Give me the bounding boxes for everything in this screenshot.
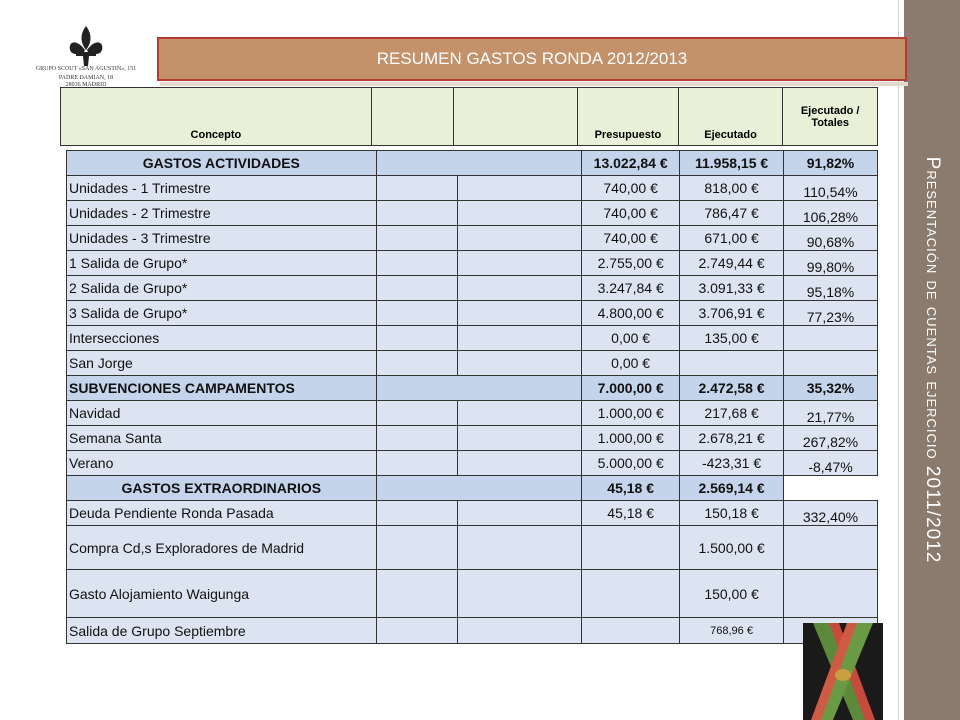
cell-pct: 110,54% <box>784 176 878 201</box>
cell-concepto: Gasto Alojamiento Waigunga <box>67 570 377 618</box>
logo-city: 28036 MADRID <box>65 82 107 88</box>
cell-blank <box>376 276 458 301</box>
cell-ejecutado: 150,18 € <box>680 501 784 526</box>
cell-presupuesto: 740,00 € <box>582 226 680 251</box>
cell-pct: 77,23% <box>784 301 878 326</box>
cell-blank <box>458 501 582 526</box>
title-banner <box>157 37 907 81</box>
table-row <box>67 401 878 426</box>
cell-concepto: Unidades - 2 Trimestre <box>67 201 377 226</box>
cell-ejecutado: 768,96 € <box>680 618 784 644</box>
cell-presupuesto <box>582 526 680 570</box>
logo-address: PADRE DAMIAN, 18 <box>58 75 114 81</box>
header-blank-1 <box>371 88 453 146</box>
cell-presupuesto: 740,00 € <box>582 201 680 226</box>
cell-presupuesto: 3.247,84 € <box>582 276 680 301</box>
header-ejecutado: Ejecutado <box>678 88 783 146</box>
cell-presupuesto <box>582 618 680 644</box>
table-row <box>67 526 878 570</box>
cell-blank <box>376 501 458 526</box>
cell-ejecutado: 818,00 € <box>680 176 784 201</box>
cell-presupuesto: 740,00 € <box>582 176 680 201</box>
cell-pct: 21,77% <box>784 401 878 426</box>
cell-presupuesto: 45,18 € <box>582 501 680 526</box>
cell-blank <box>458 618 582 644</box>
cell-pct <box>784 351 878 376</box>
cell-presupuesto: 5.000,00 € <box>582 451 680 476</box>
cell-pct <box>784 326 878 351</box>
section-presupuesto: 7.000,00 € <box>582 376 680 401</box>
side-title: Presentación de cuentas ejercicio 2011/2012 <box>922 156 943 564</box>
cell-concepto: Deuda Pendiente Ronda Pasada <box>67 501 377 526</box>
section-pct <box>784 476 878 501</box>
cell-concepto: San Jorge <box>67 351 377 376</box>
cell-ejecutado <box>680 351 784 376</box>
cell-pct: -8,47% <box>784 451 878 476</box>
cell-presupuesto: 0,00 € <box>582 351 680 376</box>
fleur-de-lis-icon <box>66 24 106 70</box>
table-row <box>67 276 878 301</box>
cell-blank <box>376 526 458 570</box>
cell-presupuesto <box>582 570 680 618</box>
section-label: GASTOS EXTRAORDINARIOS <box>67 476 377 501</box>
scout-scarf-image <box>803 623 883 720</box>
cell-concepto: Unidades - 3 Trimestre <box>67 226 377 251</box>
table-row <box>67 351 878 376</box>
section-label: SUBVENCIONES CAMPAMENTOS <box>67 376 377 401</box>
cell-ejecutado: 2.678,21 € <box>680 426 784 451</box>
cell-blank <box>458 351 582 376</box>
cell-blank <box>458 226 582 251</box>
section-ejecutado: 11.958,15 € <box>680 151 784 176</box>
cell-blank <box>376 326 458 351</box>
header-concepto: Concepto <box>61 88 372 146</box>
cell-ejecutado: 671,00 € <box>680 226 784 251</box>
expense-table <box>66 150 878 644</box>
cell-ejecutado: 3.706,91 € <box>680 301 784 326</box>
table-row <box>67 426 878 451</box>
cell-ejecutado: 786,47 € <box>680 201 784 226</box>
table-row <box>67 570 878 618</box>
header-ejecutado-totales: Ejecutado / Totales <box>783 88 878 146</box>
section-pct: 35,32% <box>784 376 878 401</box>
cell-blank <box>458 251 582 276</box>
cell-concepto: Compra Cd,s Exploradores de Madrid <box>67 526 377 570</box>
scarf-icon <box>803 623 883 720</box>
cell-ejecutado: 150,00 € <box>680 570 784 618</box>
section-label: GASTOS ACTIVIDADES <box>67 151 377 176</box>
banner-shadow <box>160 82 908 86</box>
cell-presupuesto: 4.800,00 € <box>582 301 680 326</box>
divider-line <box>898 0 899 720</box>
cell-blank <box>376 301 458 326</box>
header-presupuesto: Presupuesto <box>578 88 679 146</box>
logo-group-name: GRUPO SCOUT «SAN AGUSTIN», 151 <box>35 66 137 72</box>
section-row-extraordinarios <box>67 476 878 501</box>
cell-concepto: Unidades - 1 Trimestre <box>67 176 377 201</box>
cell-pct: 90,68% <box>784 226 878 251</box>
cell-pct: 99,80% <box>784 251 878 276</box>
cell-pct: 106,28% <box>784 201 878 226</box>
cell-pct: 95,18% <box>784 276 878 301</box>
cell-blank <box>458 326 582 351</box>
cell-blank <box>458 570 582 618</box>
cell-ejecutado: 2.749,44 € <box>680 251 784 276</box>
table-row <box>67 326 878 351</box>
cell-blank <box>376 618 458 644</box>
page-title: RESUMEN GASTOS RONDA 2012/2013 <box>376 49 688 68</box>
section-row-actividades <box>67 151 878 176</box>
table-row <box>67 176 878 201</box>
cell-blank <box>458 301 582 326</box>
table-row <box>67 251 878 276</box>
cell-concepto: 2 Salida de Grupo* <box>67 276 377 301</box>
cell-ejecutado: 3.091,33 € <box>680 276 784 301</box>
cell-concepto: Salida de Grupo Septiembre <box>67 618 377 644</box>
cell-ejecutado: 217,68 € <box>680 401 784 426</box>
cell-pct <box>784 570 878 618</box>
cell-blank <box>376 570 458 618</box>
cell-blank <box>458 401 582 426</box>
section-row-subvenciones <box>67 376 878 401</box>
section-presupuesto: 45,18 € <box>582 476 680 501</box>
cell-concepto: Verano <box>67 451 377 476</box>
table-row <box>67 226 878 251</box>
cell-concepto: Intersecciones <box>67 326 377 351</box>
table-row <box>67 618 878 644</box>
cell-blank <box>458 201 582 226</box>
cell-ejecutado: 1.500,00 € <box>680 526 784 570</box>
cell-concepto: 1 Salida de Grupo* <box>67 251 377 276</box>
cell-blank <box>458 526 582 570</box>
cell-blank <box>458 176 582 201</box>
cell-blank <box>376 251 458 276</box>
cell-blank <box>376 176 458 201</box>
section-ejecutado: 2.472,58 € <box>680 376 784 401</box>
section-blank <box>376 476 582 501</box>
cell-pct <box>784 526 878 570</box>
cell-blank <box>458 451 582 476</box>
cell-blank <box>376 351 458 376</box>
cell-blank <box>376 201 458 226</box>
column-header-table <box>60 87 878 146</box>
cell-blank <box>458 276 582 301</box>
table-row <box>67 301 878 326</box>
table-row <box>67 451 878 476</box>
cell-ejecutado: 135,00 € <box>680 326 784 351</box>
section-pct: 91,82% <box>784 151 878 176</box>
cell-ejecutado: -423,31 € <box>680 451 784 476</box>
section-ejecutado: 2.569,14 € <box>680 476 784 501</box>
cell-presupuesto: 2.755,00 € <box>582 251 680 276</box>
cell-blank <box>376 426 458 451</box>
cell-pct: 267,82% <box>784 426 878 451</box>
cell-blank <box>376 451 458 476</box>
cell-blank <box>376 401 458 426</box>
cell-concepto: Navidad <box>67 401 377 426</box>
cell-blank <box>458 426 582 451</box>
header-blank-2 <box>454 88 578 146</box>
table-row <box>67 501 878 526</box>
cell-presupuesto: 0,00 € <box>582 326 680 351</box>
cell-concepto: 3 Salida de Grupo* <box>67 301 377 326</box>
section-presupuesto: 13.022,84 € <box>582 151 680 176</box>
cell-blank <box>376 226 458 251</box>
cell-pct: 332,40% <box>784 501 878 526</box>
cell-presupuesto: 1.000,00 € <box>582 401 680 426</box>
section-blank <box>376 376 582 401</box>
section-blank <box>376 151 582 176</box>
cell-presupuesto: 1.000,00 € <box>582 426 680 451</box>
table-row <box>67 201 878 226</box>
cell-concepto: Semana Santa <box>67 426 377 451</box>
